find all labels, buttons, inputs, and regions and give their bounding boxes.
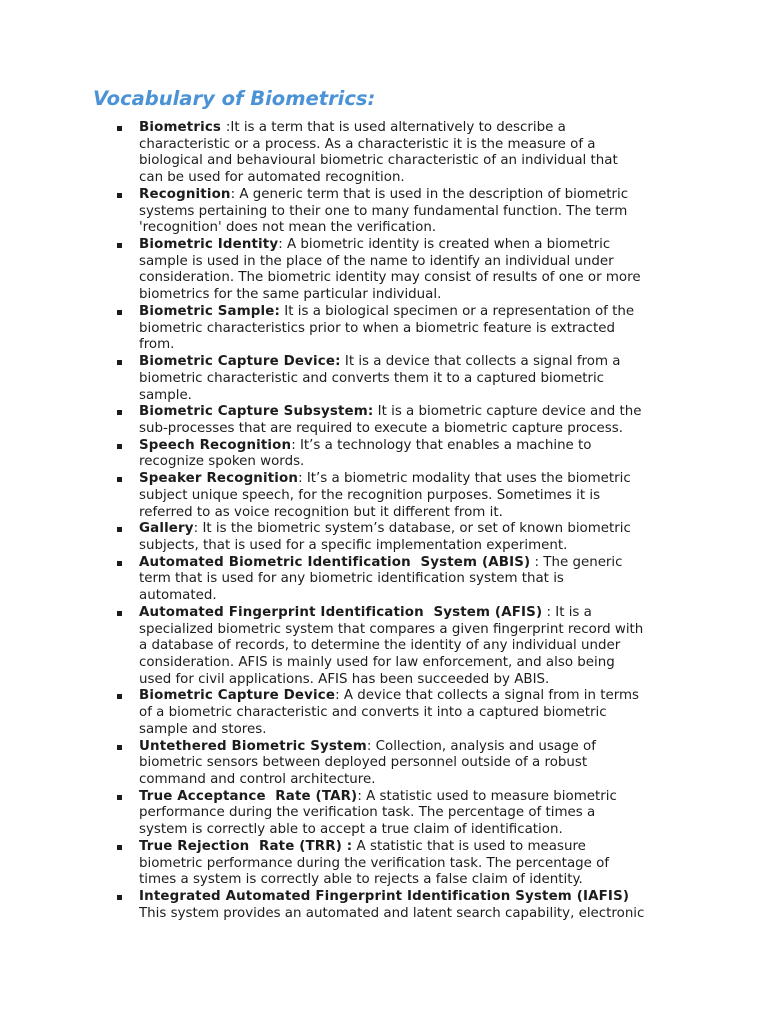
vocabulary-term: Biometric Capture Device	[139, 688, 336, 704]
bullet-icon	[117, 126, 122, 131]
list-item	[0, 304, 768, 354]
vocabulary-term: Gallery	[139, 521, 194, 537]
vocabulary-definition: It is a device that collects a signal from a biometric characteristic and converts them it to a captured biometric sample.	[139, 354, 621, 403]
list-item	[0, 438, 768, 471]
vocabulary-definition: :It is a term that is used alternatively to describe a characteristic or a process. As a characteristic it is the measure of a biological and behavioural biometric characteristic of an individual that can be used for automated recognition.	[139, 120, 618, 186]
vocabulary-term: Biometric Sample:	[139, 303, 281, 319]
list-item	[0, 739, 768, 789]
vocabulary-term: Automated Fingerprint Identification System (AFIS)	[139, 604, 543, 620]
bullet-icon	[117, 611, 122, 616]
bullet-icon	[117, 745, 122, 750]
vocabulary-list	[0, 120, 768, 923]
bullet-icon	[117, 561, 122, 566]
vocabulary-term: Recognition	[139, 186, 231, 202]
list-item	[0, 839, 768, 889]
list-item	[0, 521, 768, 554]
bullet-icon	[117, 694, 122, 699]
list-item	[0, 789, 768, 839]
vocabulary-definition: It is a biological specimen or a representation of the biometric characteristics prior to when a biometric feature is extracted from.	[139, 303, 635, 353]
vocabulary-term: Automated Biometric Identification System (ABIS)	[139, 554, 531, 570]
vocabulary-definition: : A biometric identity is created when a biometric sample is used in the place of the name to identify an individual under consideration. The biometric identity may consist of results of one or more biometrics for the same particular individual.	[139, 237, 641, 303]
vocabulary-term: Biometric Capture Subsystem:	[139, 404, 374, 420]
list-item	[0, 555, 768, 605]
list-item	[0, 889, 768, 922]
bullet-icon	[117, 444, 122, 449]
list-item	[0, 237, 768, 304]
vocabulary-definition: : It’s a technology that enables a machine to recognize spoken words.	[139, 437, 592, 470]
vocabulary-definition: : A generic term that is used in the description of biometric systems pertaining to their one to many fundamental function. The term 'recognition' does not mean the verification.	[139, 186, 629, 236]
vocabulary-definition: It is a biometric capture device and the sub-processes that are required to execute a biometric capture process.	[139, 404, 642, 436]
vocabulary-definition: : A device that collects a signal from in terms of a biometric characteristic and converts it into a captured biometric sample and stores.	[139, 688, 640, 737]
vocabulary-definition: : A statistic used to measure biometric performance during the verification task. The percentage of times a system is correctly able to accept a true claim of identification.	[139, 788, 617, 838]
page-title: Vocabulary of Biometrics:	[93, 87, 376, 110]
vocabulary-term: Speaker Recognition	[139, 471, 299, 487]
bullet-icon	[117, 410, 122, 415]
list-item	[0, 354, 768, 404]
list-item	[0, 605, 768, 689]
vocabulary-term: True Rejection Rate (TRR) :	[139, 838, 353, 854]
list-item	[0, 187, 768, 237]
bullet-icon	[117, 310, 122, 315]
vocabulary-definition: This system provides an automated and latent search capability, electronic	[139, 905, 645, 921]
vocabulary-term: True Acceptance Rate (TAR)	[139, 788, 358, 804]
vocabulary-definition: : It’s a biometric modality that uses the biometric subject unique speech, for the recognition purposes. Sometimes it is referred to as voice recognition but it different from it.	[139, 471, 631, 520]
vocabulary-definition: : It is the biometric system’s database, or set of known biometric subjects, that is used for a specific implementation experiment.	[139, 521, 631, 553]
list-item	[0, 471, 768, 521]
vocabulary-term: Untethered Biometric System	[139, 738, 367, 754]
bullet-icon	[117, 243, 122, 248]
vocabulary-term: Speech Recognition	[139, 437, 292, 453]
bullet-icon	[117, 845, 122, 850]
vocabulary-term: Biometrics	[139, 120, 226, 135]
vocabulary-definition: : The generic term that is used for any biometric identification system that is automated.	[139, 554, 623, 604]
vocabulary-definition: : Collection, analysis and usage of biometric sensors between deployed personnel outside of a robust command and control architecture.	[139, 738, 596, 788]
vocabulary-term: Biometric Capture Device:	[139, 354, 341, 370]
list-item	[0, 688, 768, 738]
vocabulary-definition: A statistic that is used to measure biometric performance during the verification task. The percentage of times a system is correctly able to rejects a false claim of identity.	[139, 838, 610, 888]
vocabulary-term: Biometric Identity	[139, 237, 279, 253]
bullet-icon	[117, 360, 122, 365]
bullet-icon	[117, 527, 122, 532]
bullet-icon	[117, 795, 122, 800]
bullet-icon	[117, 193, 122, 198]
vocabulary-term: Integrated Automated Fingerprint Identification System (IAFIS)	[139, 889, 630, 905]
bullet-icon	[117, 477, 122, 482]
list-item	[0, 120, 768, 187]
vocabulary-definition: : It is a specialized biometric system that compares a given fingerprint record with a database of records, to determine the identity of any individual under consideration. AFIS is mainly used for law enforcement, and also being used for civil applications. AFIS has been succeeded by ABIS.	[139, 604, 644, 687]
bullet-icon	[117, 895, 122, 900]
list-item	[0, 404, 768, 437]
